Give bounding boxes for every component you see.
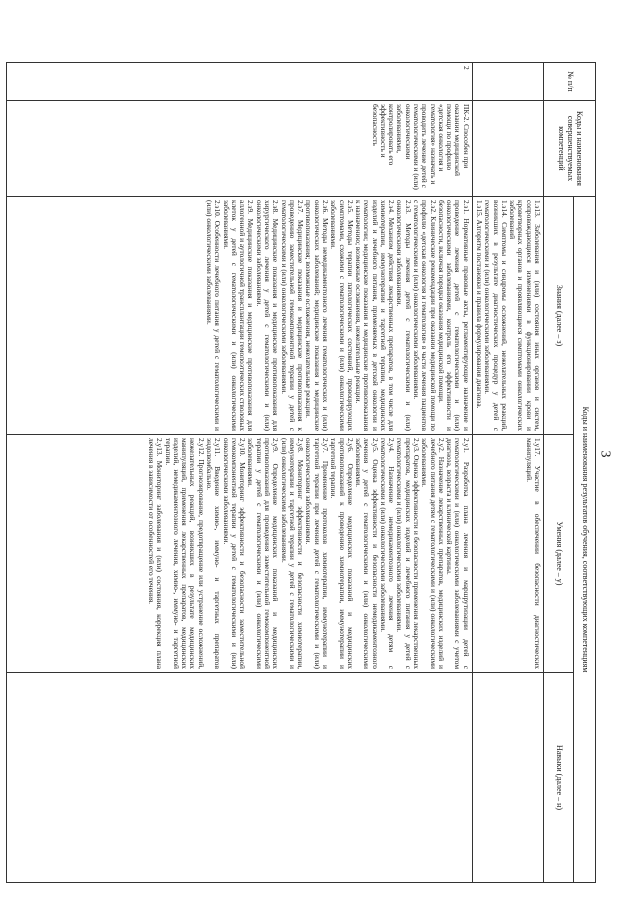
cell-item: 2.у7. Применение протоколов химиотерапии, иммунотерапии и таргетной терапии при лечении детей с гематологическими и (или) онкологическими заболеваниями. [304, 438, 330, 669]
cell-item: 2.у1. Разработка плана лечения и маршрутизации детей с гематологическими и (или) онкологическими заболеваниями с учетом диагноза, возраста и клинической картины. [445, 438, 471, 669]
header-competence: Коды и наименования совершенствуемых компетенций [544, 101, 596, 197]
cell-item: 2.у8. Мониторинг эффективности и безопасности химиотерапии, иммунотерапии и таргетной терапии у детей с гематологическими и (или) онкологическими заболеваниями. [279, 438, 306, 669]
cell-item: 1.з15. Алгоритм постановки и правила формулирования диагноза. [475, 200, 485, 409]
cell-item: 2.з7. Медицинские показания и медицинские противопоказания к проведению заместительной гемокомпонентной терапии у детей с гематологическими и (или) онкологическими заболеваниями. [279, 200, 306, 431]
cell-item: 2.з4. Механизм действия лекарственных препаратов, в том числе для химиотерапии, иммунотерапии и таргетной терапии, медицинских изделий и лечебного питания, применяемых в детской онкологии и гематологии; медицинские показания и медицинские противопоказания к назначению; возможные осложнения, нежелательные реакции. [354, 200, 397, 431]
cell-item: 2.у9. Определение медицинских показаний и медицинских противопоказаний для проведения заместительной гемокомпонентной терапии у детей с гематологическими и (или) онкологическими заболеваниями. [246, 438, 281, 669]
cell-item: 2.у2. Назначение лекарственных препаратов, медицинских изделий и лечебного питания детям с гематологическими и (или) онкологическими заболеваниями. [420, 438, 446, 669]
row-num: 2 [7, 63, 473, 101]
row-competence: ПК-2. Способен при оказании медицинской помощи по профилю «детская онкология и гематология» назначать и проводить лечение детей с гематологическими и (или) онкологическими заболеваниями, контролировать его эффективность и безопасность [7, 101, 473, 197]
row-knowledge [472, 197, 543, 435]
row-knowledge [7, 197, 473, 435]
header-abilities: Навыки (далее – н) [544, 673, 574, 883]
cell-item: 2.з3. Методы лечения детей с гематологическими и (или) онкологическими заболеваниями. [395, 200, 413, 431]
header-results-group: Коды и наименования результатов обучения, соответствующих компетенциям [574, 197, 596, 883]
cell-item: 2.з5. Методы терапии патологических состояний, провоцирующих симптомами, схожими с гематологическими и (или) онкологическими заболеваниями. [329, 200, 355, 431]
cell-item: 1.у17. Участие в обеспечении безопасности диагностических манипуляций. [524, 438, 542, 669]
row-skills [472, 435, 543, 673]
header-skills: Умения (далее – у) [544, 435, 574, 673]
table-row [7, 63, 473, 883]
cell-item: 2.у12. Прогнозирование, предотвращение или устранение осложнений, нежелательных реакций, возникших в результате медицинских манипуляций, применения лекарственных препаратов, медицинских изделий, немедикаментозного лечения, химио-, иммуно- и таргетной терапии. [163, 438, 206, 669]
cell-item: 2.у3. Оценка эффективности и безопасности применения лекарственных препаратов, медицинских изделий и лечебного питания у детей с гематологическими и (или) онкологическими заболеваниями. [395, 438, 422, 669]
row-competence [472, 101, 543, 197]
row-abilities [472, 673, 543, 883]
cell-item: 2.з6. Методы немедикаментозного лечения гематологических и (или) онкологических заболеваний; медицинские показания и медицинские противопоказания; возможные осложнения, нежелательные реакции. [304, 200, 330, 431]
cell-item: 2.у10. Мониторинг эффективности и безопасности заместительной гемокомпонентной терапии у детей с гематологическими и (или) онкологическими заболеваниями. [221, 438, 248, 669]
cell-item: 2.з1. Нормативные правовые акты, регламентирующие назначение и проведение лечения детей с гематологическими и (или) онкологическими заболеваниями, контроль его эффективности и безопасности, включая порядки оказания медицинской помощи. [436, 200, 471, 431]
cell-item: 2.у11. Введение химио-, иммуно- и таргетных препаратов эндолюмбально. [205, 438, 223, 669]
cell-item: 1.з14. Симптомы и синдромы осложнений, нежелательных реакций, возникших в результате диагностических процедур у детей с гематологическими и (или) онкологическими заболеваниями. [483, 200, 509, 431]
cell-item: 2.з8. Медицинские показания и медицинские противопоказания для хирургического лечения у детей с гематологическими и (или) онкологическими заболеваниями. [254, 200, 281, 431]
cell-item: 2.з10. Особенности лечебного питания у детей с гематологическими и (или) онкологическими заболеваниями. [205, 200, 223, 431]
header-knowledge: Знания (далее – з) [544, 197, 574, 435]
document-sheet [6, 62, 596, 882]
header-num: № п/п [544, 63, 596, 101]
cell-item: 2.з2. Клинические рекомендации при оказании медицинской помощи по профилю «детская онкология и гематология» в части лечения пациентов с гематологическими и (или) онкологическими заболеваниями. [412, 200, 438, 431]
cell-item: 2.з9. Медицинские показания и медицинские противопоказания для аллогенной и аутологичной трансплантации гемопоэтических стволовых клеток у детей с гематологическими и (или) онкологическими заболеваниями. [221, 200, 256, 431]
cell-item: 2.у4. Назначение немедикаментозного лечения детям с гематологическими и (или) онкологическими заболеваниями. [378, 438, 397, 669]
row-num [472, 63, 543, 101]
competence-table [6, 62, 596, 883]
cell-item: 1.з13. Заболевания и (или) состояния иных органов и систем, сопровождающиеся изменениями в функционировании крови и кроветворных органов и проявляющиеся симптомами онкологических заболеваний [508, 200, 542, 431]
page-number: 3 [597, 450, 613, 458]
cell-item: 2.у6. Определение медицинских показаний и медицинских противопоказаний к проведению химиотерапии, иммунотерапии и таргетной терапии. [329, 438, 355, 669]
cell-item: 2.у13. Мониторинг заболевания и (или) состояния, коррекция плана лечения в зависимости от особенностей его течения. [147, 438, 165, 669]
cell-item: 2.у5. Оценка эффективности и безопасности немедикаментозного лечения у детей с гематологическими и (или) онкологическими заболеваниями. [354, 438, 380, 669]
row-skills [7, 435, 473, 673]
table-row [472, 63, 543, 883]
row-abilities [7, 673, 473, 883]
